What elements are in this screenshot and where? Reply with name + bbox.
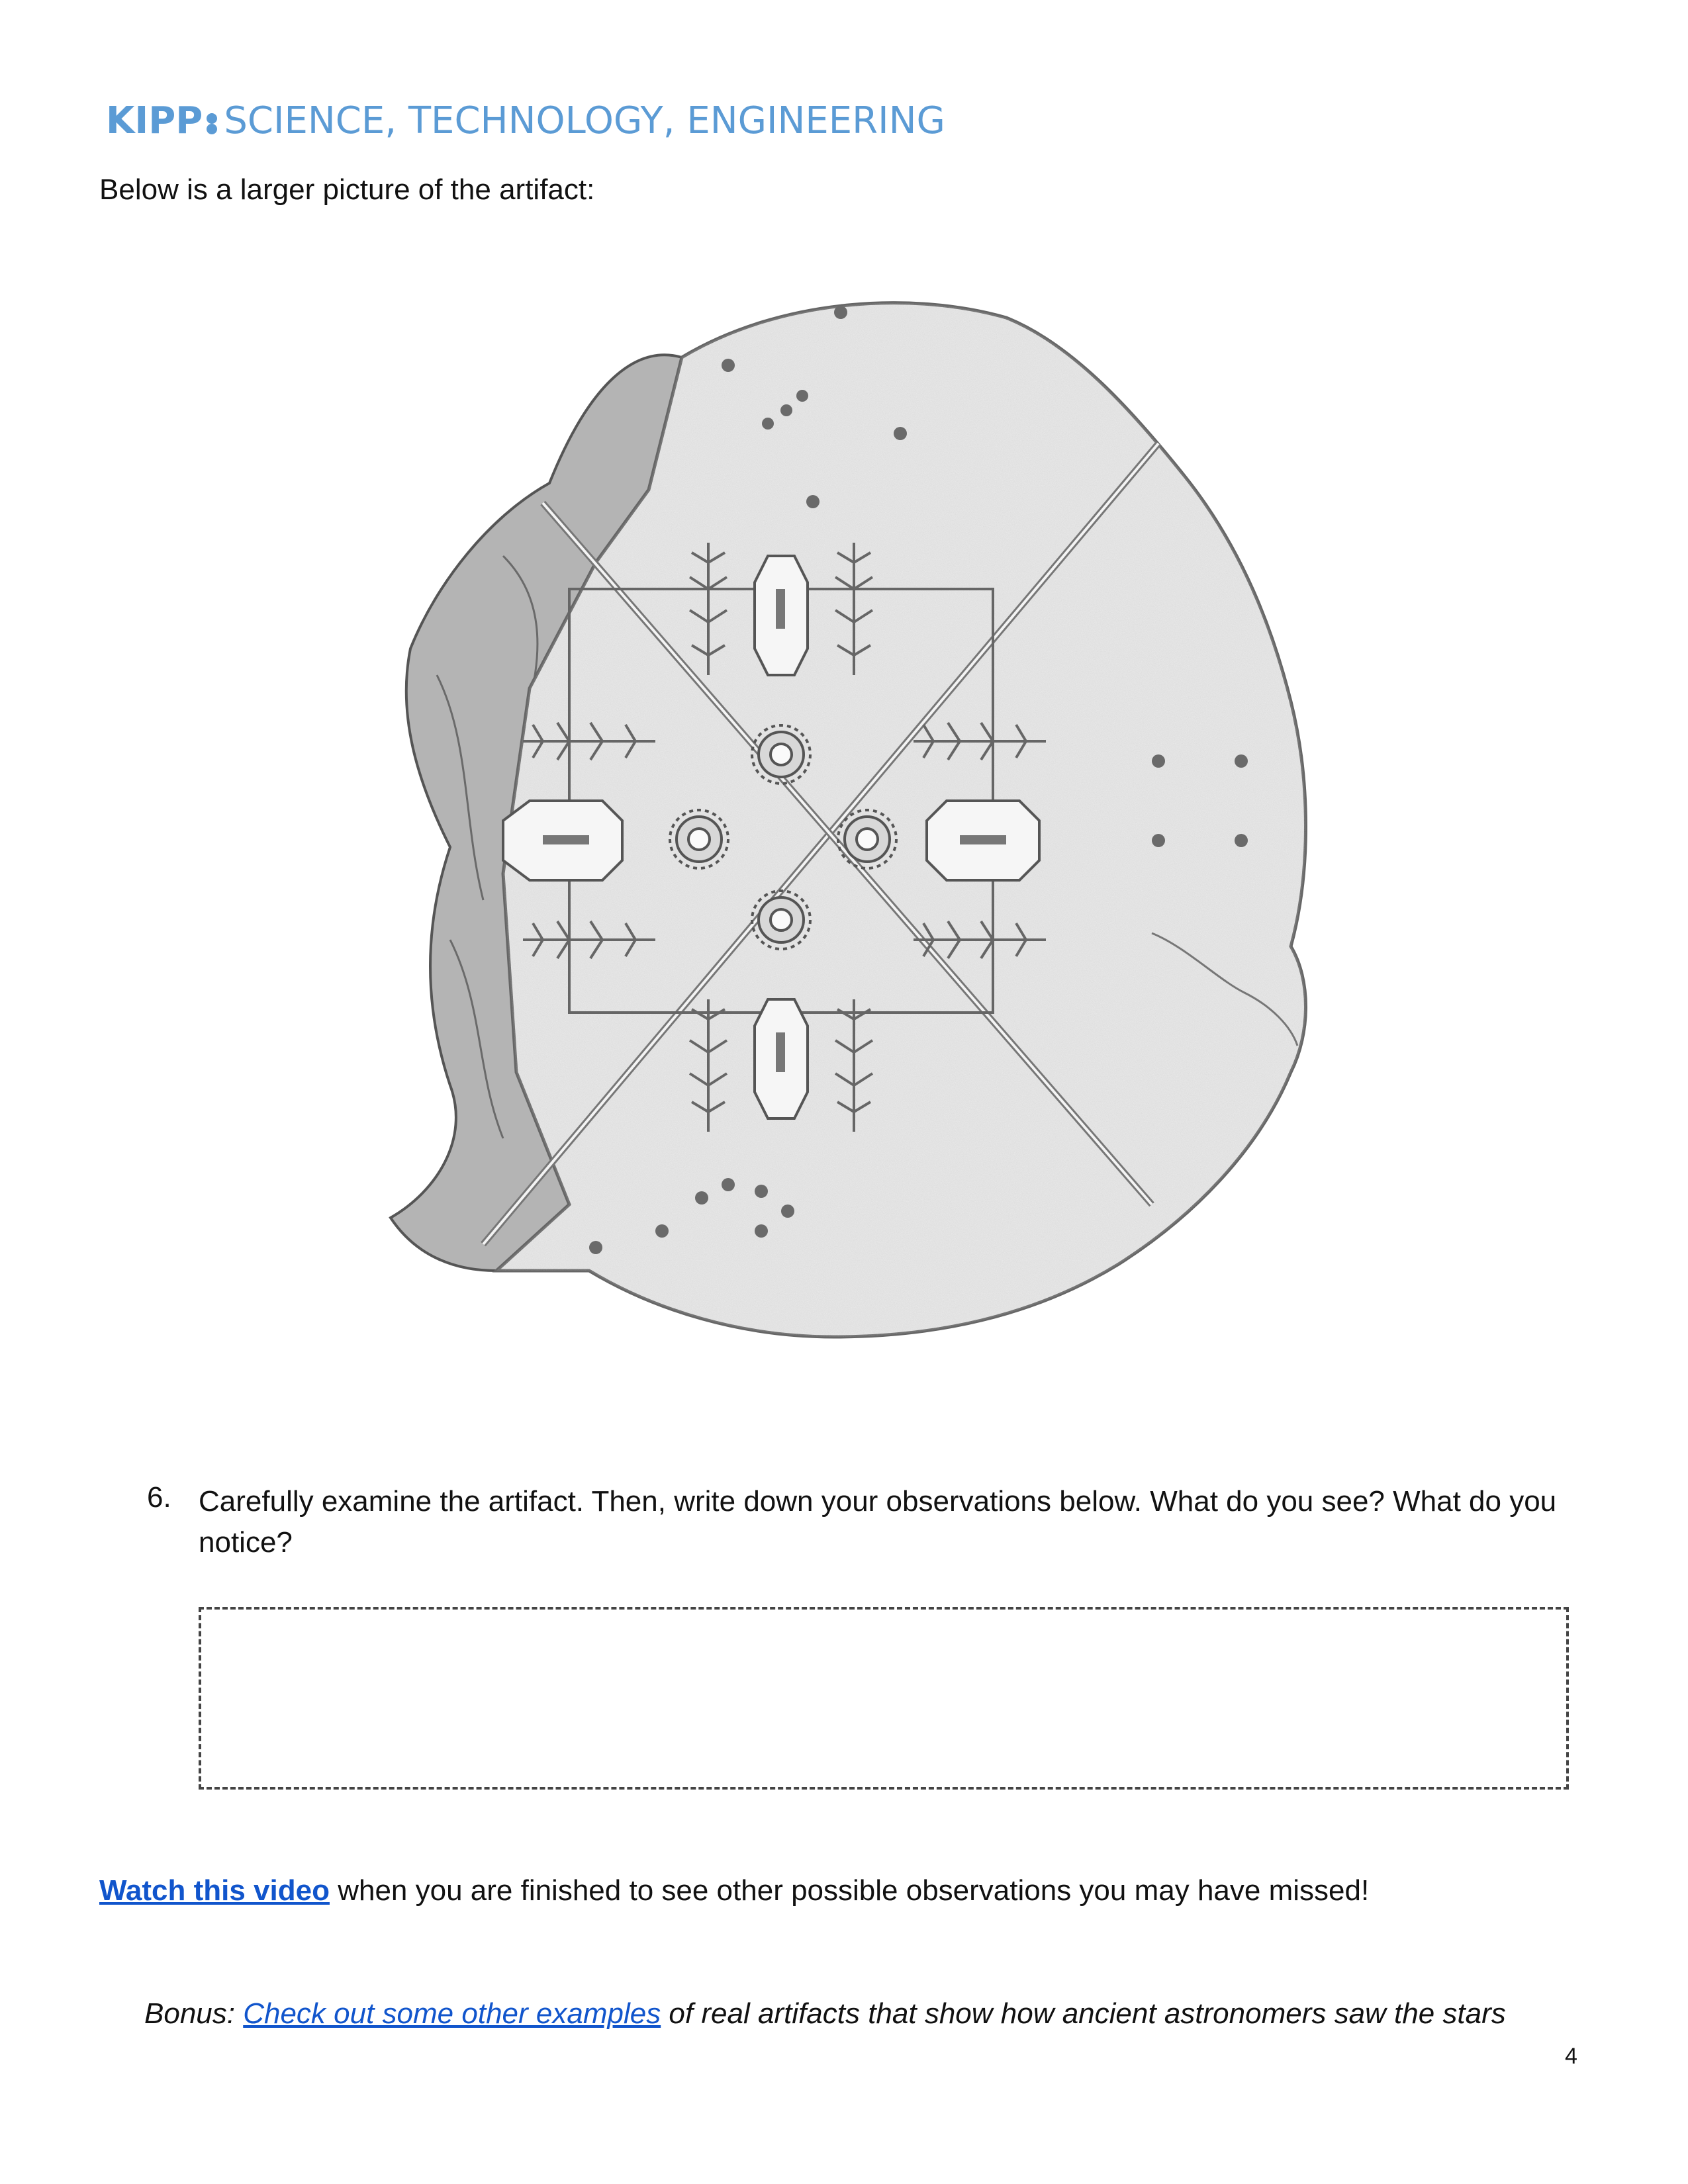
- bonus-suffix: of real artifacts that show how ancient astronomers saw the stars: [661, 1997, 1506, 2030]
- watch-video-line: [99, 1874, 1369, 1907]
- intro-text: Below is a larger picture of the artifact:: [99, 173, 595, 206]
- page-number: 4: [1565, 2044, 1577, 2069]
- watch-video-text: when you are finished to see other possible observations you may have missed!: [329, 1874, 1370, 1907]
- question-text: Carefully examine the artifact. Then, write down your observations below. What do you see? What do you notice?: [199, 1485, 1557, 1559]
- header-subtitle: SCIENCE, TECHNOLOGY, ENGINEERING: [224, 99, 945, 142]
- observations-answer-box[interactable]: [199, 1607, 1569, 1790]
- watch-video-link[interactable]: Watch this video: [99, 1874, 330, 1907]
- logo-dots-icon: [205, 108, 220, 134]
- bonus-prefix: Bonus:: [144, 1997, 244, 2030]
- examples-link[interactable]: Check out some other examples: [243, 1997, 661, 2030]
- brand-name: KIPP: [106, 99, 203, 142]
- kipp-header-logo: [106, 99, 945, 142]
- question-number: 6.: [147, 1481, 171, 1514]
- artifact-illustration: [371, 278, 1350, 1390]
- bonus-line: [144, 1997, 1506, 2030]
